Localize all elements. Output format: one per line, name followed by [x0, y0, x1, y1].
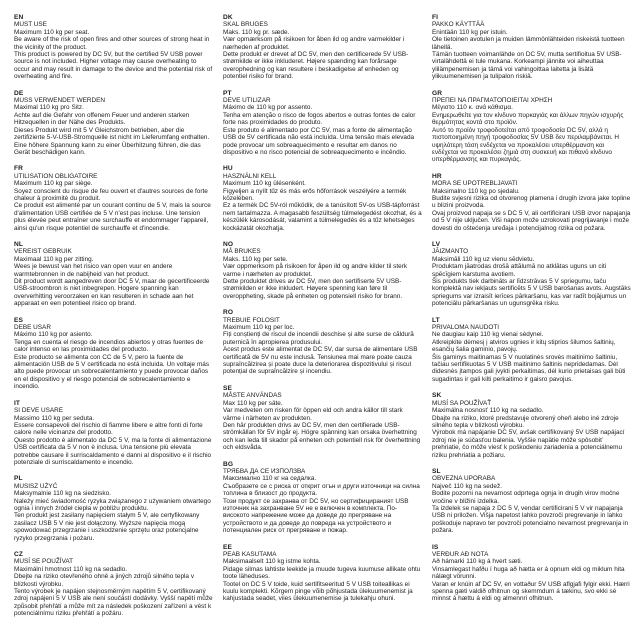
section-title: UTILISATION OBLIGATOIRE	[14, 172, 98, 180]
section-title: MUST USE	[14, 21, 47, 29]
section-paragraph: Ovaj proizvod napaja se s DC 5 V, ali certificirani USB izvor napajanja od 5 V nije uključen. Viši napon može uzrokovati pregrijavanje i može dovesti do oštećenja uređaja i potencijalnog rizika od požara.	[432, 209, 631, 232]
section-paragraph: Wees je bewust van het risico van open vuur en andere warmtebronnen in de nabijheid van het product.	[14, 263, 173, 278]
section-paragraph: Essere consapevoli del rischio di fiamme libere e altre fonti di forte calore nelle vicinanze del prodotto.	[14, 421, 203, 437]
section-paragraph: Ενημερωθείτε για τον κίνδυνο πυρκαγιάς και άλλων πηγών ισχυρής θερμότητας κοντά στο προϊόν.	[432, 111, 624, 127]
language-code-label: DE	[14, 89, 24, 97]
section-paragraph: Maksimalno 110 kg po sjedalu.	[432, 187, 520, 195]
language-section	[14, 551, 213, 618]
section-body	[432, 29, 631, 81]
section-paragraph: Maks. 110 kg pr. sæde.	[223, 28, 290, 36]
section-paragraph: Maximální hmotnost 110 kg na sedadlo.	[14, 565, 127, 573]
language-code-label: FI	[432, 14, 439, 21]
language-code-label: LV	[432, 240, 441, 248]
section-title: SI DEVE USARE	[14, 407, 64, 415]
language-section	[14, 241, 213, 308]
section-paragraph: Pidage silmas lahtiste leekide ja muude tugeva kuumuse allikate ohtu toote läheduses.	[223, 565, 421, 581]
language-code-label: IS	[432, 543, 439, 551]
section-paragraph: Este produto é alimentado por CC 5V, mas a fonte de alimentação USB de 5V certificada não está incluída. Uma tensão mais elevada pode provocar um sobreaquecimento e resultar em danos no dispositivo e no risco potencial de sobreaquecimento e incêndio.	[223, 126, 415, 156]
language-code-label: IT	[14, 399, 21, 407]
column-left	[14, 14, 213, 630]
section-paragraph: This product is powered by DC 5V, but the certified 5V USB power source is not included. Higher voltage may cause overheating to occur and may result in damage to the device and the potential risk of overheating and fire.	[14, 51, 213, 81]
section-paragraph: Maksimaalselt 110 kg istme kohta.	[223, 558, 321, 566]
language-code-label: HR	[432, 172, 442, 180]
language-section	[14, 317, 213, 391]
section-paragraph: Ne daugiau kaip 110 kg vienai sėdynei.	[432, 331, 544, 339]
section-title: MÅSTE ANVÄNDAS	[223, 392, 282, 400]
language-section	[14, 475, 213, 542]
section-paragraph: Maks. 110 kg per sete.	[223, 255, 288, 263]
section-paragraph: Maximum 110 kg per seat.	[14, 28, 90, 36]
language-code-label: SK	[432, 392, 442, 400]
section-paragraph: Dit product wordt aangedreven door DC 5 V, maar de gecertificeerde USB-stroombron is niet inbegrepen. Hogere spanning kan oververhitting veroorzaken en kan resulteren in schade aan het apparaat en een potentieel risico op brand.	[14, 278, 210, 308]
section-paragraph: Maximálna nosnosť 110 kg na sedadlo.	[432, 407, 544, 415]
section-paragraph: Maksimāli 110 kg uz vienu sēdvietu.	[432, 255, 535, 263]
language-section	[432, 14, 631, 81]
section-paragraph: Výrobok má napájanie DC 5V, avšak certifikovaný 5V USB napájací zdroj nie je súčasťou balenia. Vyššie napätie môže spôsobiť prehriatie, čo môže viesť k poškodeniu zariadenia a potenciálnemu riziku prehriatia a požiaru.	[432, 429, 625, 459]
language-section	[432, 90, 631, 164]
section-paragraph: Ez a termék DC 5V-ról működik, de a tanúsított 5V-os USB-tápforrást nem tartalmazza. A magasabb feszültség túlmelegedést okozhat, és a készülék károsodását, valamint a túlmelegedés és a tűz lehetséges kockázatát okozhatja.	[223, 202, 422, 232]
section-paragraph: Ta izdelek se napaja z DC 5 V, vendar certificirani 5 V vir napajanja USB ni priložen. Višja napetost lahko povzroči pregrevanje in lahko poškoduje napravo ter povzroči potencialno nevarnost pregrevanja in požara.	[432, 504, 629, 535]
section-paragraph: Atkreipkite dėmesį į atviros ugnies ir kitų stiprios šilumos šaltinių, esančių šalia gaminio, pavojų.	[432, 338, 616, 354]
section-title: JĀIZMANTO	[432, 248, 469, 256]
language-code-label: HU	[223, 165, 233, 173]
section-paragraph: Ole tietoinen avotulen ja muiden lämmönlähteiden riskeistä tuotteen lähellä.	[432, 36, 625, 51]
section-body	[14, 566, 213, 618]
language-section	[223, 385, 422, 452]
section-paragraph: Ten produkt jest zasilany napięciem stałym 5 V, ale certyfikowany zasilacz USB 5 V nie jest dołączony. Wyższe napięcia mogą spowodować przegrzanie i uszkodzenie sprzętu oraz potencjalne ryzyko przegrzania i pożaru.	[14, 512, 200, 542]
section-body	[223, 400, 422, 452]
section-paragraph: Achte auf die Gefahr von offenem Feuer und anderen starken Hitzequellen in der Nähe des Produkts.	[14, 111, 190, 127]
section-title: VERÐUR AÐ NOTA	[432, 551, 489, 558]
language-code-label: DK	[223, 14, 233, 21]
section-paragraph: Figyeljen a nyílt tűz és más erős hőforrások veszélyére a termék közelében.	[223, 187, 407, 202]
section-paragraph: Dette produkt er drevet af DC 5V, men den certificerede 5V USB-strømkilde er ikke inkluderet. Højere spænding kan forårsage overophedning og kan resultere i beskadigelse af enheden og potentiel risiko for brand.	[223, 51, 409, 81]
section-body	[14, 29, 213, 81]
section-paragraph: Съобразете се с риска от открит огън и други източници на силна топлина в близост до продукта.	[223, 482, 420, 498]
section-title: MUSÍ SA POUŽÍVAŤ	[432, 399, 492, 407]
language-code-label: EE	[223, 543, 232, 551]
section-body	[223, 104, 422, 156]
section-paragraph: Massimo 110 kg per seduta.	[14, 414, 95, 422]
section-title: MUSISZ UŻYĆ	[14, 482, 58, 490]
section-paragraph: Að hámarki 110 kg á hvert sæti.	[432, 558, 523, 566]
section-paragraph: Maksymalnie 110 kg na siedzisko.	[14, 490, 111, 498]
language-section	[223, 90, 422, 157]
section-paragraph: Máximo de 110 kg por assento.	[223, 104, 313, 112]
section-paragraph: Maximum 110 kg par siège.	[14, 180, 93, 188]
language-section	[432, 544, 631, 603]
section-paragraph: Dieses Produkt wird mit 5 V Gleichstrom betrieben, aber die zertifizierte 5-V-USB-Stromquelle ist nicht im Lieferumfang enthalten. Eine höhere Spannung kann zu einer Überhitzung führen, die das Gerät beschädigen kann.	[14, 126, 210, 156]
section-body	[223, 29, 422, 81]
section-paragraph: Този продукт се захранва от DC 5V, но сертифицираният USB източник на захранване 5V не е включен в комплекта. По-високото напрежение може да доведе до прегряване на устройството и да доведе до повреда на устройството и потенциален риск от прегряване и пожар.	[223, 497, 409, 535]
section-body	[223, 475, 422, 534]
section-body	[14, 490, 213, 542]
section-paragraph: Questo prodotto è alimentato da DC 5 V, ma la fonte di alimentazione USB certificata da 5 V non è inclusa. Una tensione più elevata potrebbe causare il surriscaldamento e danni al dispositivo e il rischio potenziale di surriscaldamento e incendio.	[14, 436, 212, 466]
section-paragraph: Dbajte na riziko, ktoré predstavuje otvorený oheň alebo iné zdroje silného tepla v blízkosti výrobku.	[432, 414, 619, 429]
language-section	[223, 165, 422, 232]
section-paragraph: Ce produit est alimenté par un courant continu de 5 V, mais la source d'alimentation USB certifiée de 5 V n'est pas incluse. Une tension plus élevée peut entraîner une surchauffe et endommager l'appareil, ainsi qu'un risque potentiel de surchauffe et d'incendie.	[14, 202, 211, 232]
language-section	[223, 14, 422, 81]
section-body	[14, 104, 213, 156]
language-code-label: BG	[223, 460, 234, 468]
section-body	[432, 188, 631, 232]
language-section	[14, 90, 213, 157]
language-section	[432, 173, 631, 232]
section-title: SKAL BRUGES	[223, 21, 268, 29]
section-body	[432, 407, 631, 459]
section-body	[14, 180, 213, 232]
language-section	[223, 309, 422, 376]
section-body	[432, 331, 631, 383]
section-paragraph: Var medveten om risken för öppen eld och andra källor till stark värme i närheten av produkten.	[223, 407, 403, 422]
section-paragraph: Maximum 110 kg ülésenként.	[223, 180, 306, 188]
section-paragraph: Tenga en cuenta el riesgo de incendios abiertos y otras fuentes de calor intenso en las proximidades del producto.	[14, 338, 204, 354]
section-title: PRIVALOMA NAUDOTI	[432, 324, 499, 332]
section-paragraph: Μέγιστο 110 κ. ανά κάθισμα.	[432, 104, 513, 112]
section-paragraph: Maximal 110 kg pro Sitz.	[14, 104, 84, 112]
language-section	[14, 14, 213, 81]
section-paragraph: Máximo 110 kg por asiento.	[14, 331, 93, 339]
section-paragraph: Dette produktet drives av DC 5V, men den sertifiserte 5V USB-strømkilden er ikke inkludert. Høyere spenning kan føre til overoppheting, skade på enheten og potensiell risiko for brann.	[223, 278, 403, 300]
column-right	[432, 14, 631, 630]
section-paragraph: Maximum 110 kg per loc.	[223, 324, 295, 332]
section-title: TREBUIE FOLOSIT	[223, 316, 280, 324]
section-title: MUSÍ SE POUŽÍVAT	[14, 558, 74, 566]
language-code-label: NO	[223, 240, 234, 248]
section-title: DEBE USAR	[14, 324, 51, 332]
language-code-label: CZ	[14, 551, 23, 558]
section-title: VEREIST GEBRUIK	[14, 248, 72, 256]
section-paragraph: Tenha em atenção o risco de fogos abertos e outras fontes de calor forte nas proximidades do produto.	[223, 111, 416, 127]
section-paragraph: Dbejte na riziko otevřeného ohně a jiných zdrojů silného tepla v blízkosti výrobku.	[14, 573, 195, 588]
section-paragraph: Αυτό το προϊόν τροφοδοτείται από τροφοδοσία DC 5V, αλλά η πιστοποιημένη πηγή τροφοδοσίας 5V USB δεν περιλαμβάνεται. Η υψηλότερη τάση ενδέχεται να προκαλέσει υπερθέρμανση και ενδέχεται να προκαλέσει ζημιά στη συσκευή και πιθανό κίνδυνο υπερθέρμανσης και πυρκαγιάς.	[432, 126, 620, 164]
language-section	[432, 317, 631, 384]
language-section	[432, 468, 631, 535]
section-paragraph: Be aware of the risk of open fires and other sources of strong heat in the vicinity of the product.	[14, 36, 210, 51]
language-code-label: PT	[223, 89, 232, 97]
section-body	[223, 180, 422, 232]
section-paragraph: Maximaal 110 kg per zitting.	[14, 255, 94, 263]
column-middle	[223, 14, 422, 630]
section-title: DEVE UTILIZAR	[223, 97, 271, 105]
section-paragraph: Максимално 110 кг на седалка.	[223, 475, 317, 483]
section-title: PAKKO KÄYTTÄÄ	[432, 21, 485, 29]
section-body	[432, 104, 631, 163]
language-section	[14, 165, 213, 232]
language-code-label: RO	[223, 309, 234, 317]
section-body	[223, 256, 422, 300]
section-paragraph: Vinsamlegast hafðu í huga að hætta er á opnum eldi og miklum hita nálægt vörunni.	[432, 565, 625, 581]
section-paragraph: Acest produs este alimentat de DC 5V, dar sursa de alimentare USB certificată de 5V nu este inclusă. Tensiunea mai mare poate cauza supraîncălzirea și poate duce la deteriorarea dispozitivului și riscul potențial de supraîncălzire și incendiu.	[223, 346, 418, 376]
section-paragraph: Vær opmærksom på risikoen for åben ild og andre varmekilder i nærheden af produktet.	[223, 36, 405, 51]
section-paragraph: Bodite pozorni na nevarnost odprtega ognja in drugih virov močne vročine v bližini izdelka.	[432, 490, 620, 505]
section-title: OBVEZNA UPORABA	[432, 475, 496, 483]
section-paragraph: Enintään 110 kg per istuin.	[432, 28, 508, 36]
section-body	[14, 415, 213, 467]
language-section	[14, 400, 213, 467]
language-section	[223, 461, 422, 535]
language-section	[223, 241, 422, 300]
section-paragraph: Produktam jāatrodas drošā attālumā no atklātas uguns un citi spēcīgiem karstuma avotiem.	[432, 263, 607, 278]
section-title: PEAB KASUTAMA	[223, 551, 277, 558]
language-code-label: EN	[14, 14, 24, 21]
language-code-label: ES	[14, 316, 23, 324]
language-code-label: LT	[432, 316, 440, 324]
section-paragraph: Budite svjesni rizika od otvorenog plamena i drugih izvora jake topline u blizini proizvoda.	[432, 194, 631, 210]
section-paragraph: Este producto se alimenta con CC de 5 V, pero la fuente de alimentación USB de 5 V certificada no está incluida. Un voltaje más alto puede provocar un sobrecalentamiento y puede provocar daños en el dispositivo y el riesgo potencial de sobrecalentamiento e incendio.	[14, 353, 210, 391]
section-title: HASZNÁLNI KELL	[223, 172, 277, 180]
section-paragraph: Tootel on DC 5 V toide, kuid sertifitseeritud 5 V USB toiteallikas ei kuulu komplekti. Kõrgem pinge võib põhjustada ülekuumenemist ja kahjustada seadet, viies ülekuumenemise ja tulekahju ohuni.	[223, 580, 413, 603]
language-code-label: PL	[14, 475, 23, 483]
section-paragraph: Vær oppmerksom på risikoen for åpen ild og andre kilder til sterk varme i nærheten av produktet.	[223, 263, 408, 278]
language-code-label: GR	[432, 89, 443, 97]
section-paragraph: Den här produkten drivs av DC 5V, men den certifierade USB-strömkällan för 5V ingår ej. Högre spänning kan orsaka överhettning och kan leda till skador på enheten och potentiell risk för överhettning och eldsvåda.	[223, 421, 421, 452]
section-paragraph: Šis gaminys maitinamas 5 V nuolatinės srovės maitinimo šaltiniu, tačiau sertifikuotas 5 V USB maitinimo šaltinis nepridedamas. Dėl didesnės įtampos gali įvykti perkaitimas, dėl kurio prietaisas gali būti sugadintas ir gali kilti perkaitimo ir gaisro pavojus.	[432, 353, 626, 383]
section-paragraph: Največ 110 kg na sedež.	[432, 482, 502, 490]
section-body	[223, 558, 422, 602]
section-paragraph: Soyez conscient du risque de feu ouvert et d'autres sources de forte chaleur à proximité du produit.	[14, 187, 208, 202]
section-title: ТРЯБВА ДА СЕ ИЗПОЛЗВА	[223, 467, 306, 475]
section-paragraph: Tento výrobek je napájen stejnosměrným napětím 5 V, certifikovaný zdroj napájení 5 V USB ale není součástí dodávky. Vyšší napětí může způsobit přehřátí a může mít za následek poškození zařízení a vést k potenciálnímu riziku přehřátí a požáru.	[14, 588, 213, 618]
language-section	[432, 241, 631, 308]
section-body	[14, 256, 213, 308]
section-paragraph: Varan er knúin af DC 5V, en vottaður 5V USB aflgjafi fylgir ekki. Hærri spenna gæti valdið ofhitnun og skemmdum á tækinu, svo ekki sé minnst á hættu á eldi og almennri ofhitnun.	[432, 580, 630, 603]
language-code-label: NL	[14, 240, 23, 248]
section-title: MORA SE UPOTREBLJAVATI	[432, 180, 518, 188]
section-title: MÅ BRUKES	[223, 248, 261, 256]
section-paragraph: Max 110 kg per säte.	[223, 399, 283, 407]
language-code-label: SE	[223, 384, 232, 392]
section-paragraph: Tämän tuotteen voimanlähde on DC 5V, mutta sertifioitua 5V USB-virtalähdettä ei tule mukana. Korkeampi jännite voi aiheuttaa ylilämpenemisen ja tämä voi vahingoittaa laitetta ja lisätä ylikuumenemisen ja tulipalon riskiä.	[432, 51, 622, 81]
section-body	[432, 483, 631, 535]
section-paragraph: Należy mieć świadomość ryzyka związanego z używaniem otwartego ognia i innych źródeł ciepła w pobliżu produktu.	[14, 497, 211, 512]
section-paragraph: Šis produkts tiek darbināts ar līdzstrāvas 5 V spriegumu, taču komplektā nav iekļauts sertificēts 5 V USB barošanas avots. Augstāks spriegums var izraisīt ierīces pārkaršanu, kas var radīt bojājumus un potenciālu pārkaršanas un ugunsgrēka risku.	[432, 278, 631, 308]
language-code-label: SL	[432, 467, 441, 475]
language-code-label: FR	[14, 165, 23, 173]
section-body	[14, 331, 213, 390]
language-section	[432, 392, 631, 459]
section-body	[223, 324, 422, 376]
section-title: ΠΡΕΠΕΙ ΝΑ ΠΡΑΓΜΑΤΟΠΟΙΕΙΤΑΙ ΧΡΗΣΗ	[432, 97, 553, 105]
language-section	[223, 544, 422, 603]
section-paragraph: Fiți conștienți de riscul de incendii deschise și alte surse de căldură puternică în apropierea produsului.	[223, 331, 414, 346]
section-body	[432, 256, 631, 308]
section-body	[432, 558, 631, 602]
section-title: MUSS VERWENDET WERDEN	[14, 97, 106, 105]
